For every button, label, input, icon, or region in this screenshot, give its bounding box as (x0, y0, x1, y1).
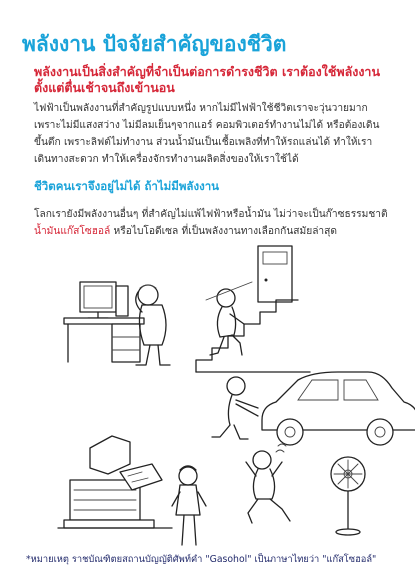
stairs-illustration (196, 246, 310, 372)
paragraph-text-end: หรือไบโอดีเซล ที่เป็นพลังงานทางเลือกกันสมัยล่าสุด (110, 226, 337, 237)
page-subtitle: พลังงานเป็นสิ่งสำคัญที่จำเป็นต่อการดำรงชีวิต เราต้องใช้พลังงานตั้งแต่ตื่นเช้าจนถึงเข้านอน (34, 64, 380, 95)
pushing-car-illustration (212, 372, 415, 445)
computer-desk-illustration (64, 282, 170, 365)
page-title: พลังงาน ปัจจัยสำคัญของชีวิต (22, 32, 287, 56)
paragraph-electricity: ไฟฟ้าเป็นพลังงานที่สำคัญรูปแบบหนึ่ง หากไม่มีไฟฟ้าใช้ชีวิตเราจะวุ่นวายมาก เพราะไม่มีแสงสว่าง ไม่มีลมเย็นๆจากแอร์ คอมพิวเตอร์ทำงานไม่ได้ หรือต้องเดินขึ้นตึก เพราะลิฟต์ไม่ทำงาน ส่วนน้ำมันเป็นเชื้อเพลิงที่ทำให้รถแล่นได้ ทำให้เราเดินทางสะดวก ทำให้เครื่องจักรทำงานผลิตสิ่งของให้เราใช้ได้ (34, 103, 380, 165)
factory-machine-illustration (58, 436, 206, 545)
hot-weather-fan-illustration (246, 444, 365, 535)
section-heading: ชีวิตคนเราจึงอยู่ไม่ได้ ถ้าไม่มีพลังงาน (34, 179, 220, 193)
gasohol-highlight: น้ำมันแก๊สโซฮอล์ (34, 226, 111, 237)
footnote: *หมายเหตุ ราชบัณฑิตยสถานบัญญัติศัพท์คำ "Gasohol" เป็นภาษาไทยว่า "แก๊สโซฮอล์" (26, 554, 377, 565)
paragraph-text: โลกเรายังมีพลังงานอื่นๆ ที่สำคัญไม่แพ้ไฟฟ้าหรือน้ำมัน ไม่ว่าจะเป็นก๊าซธรรมชาติ (34, 209, 388, 220)
